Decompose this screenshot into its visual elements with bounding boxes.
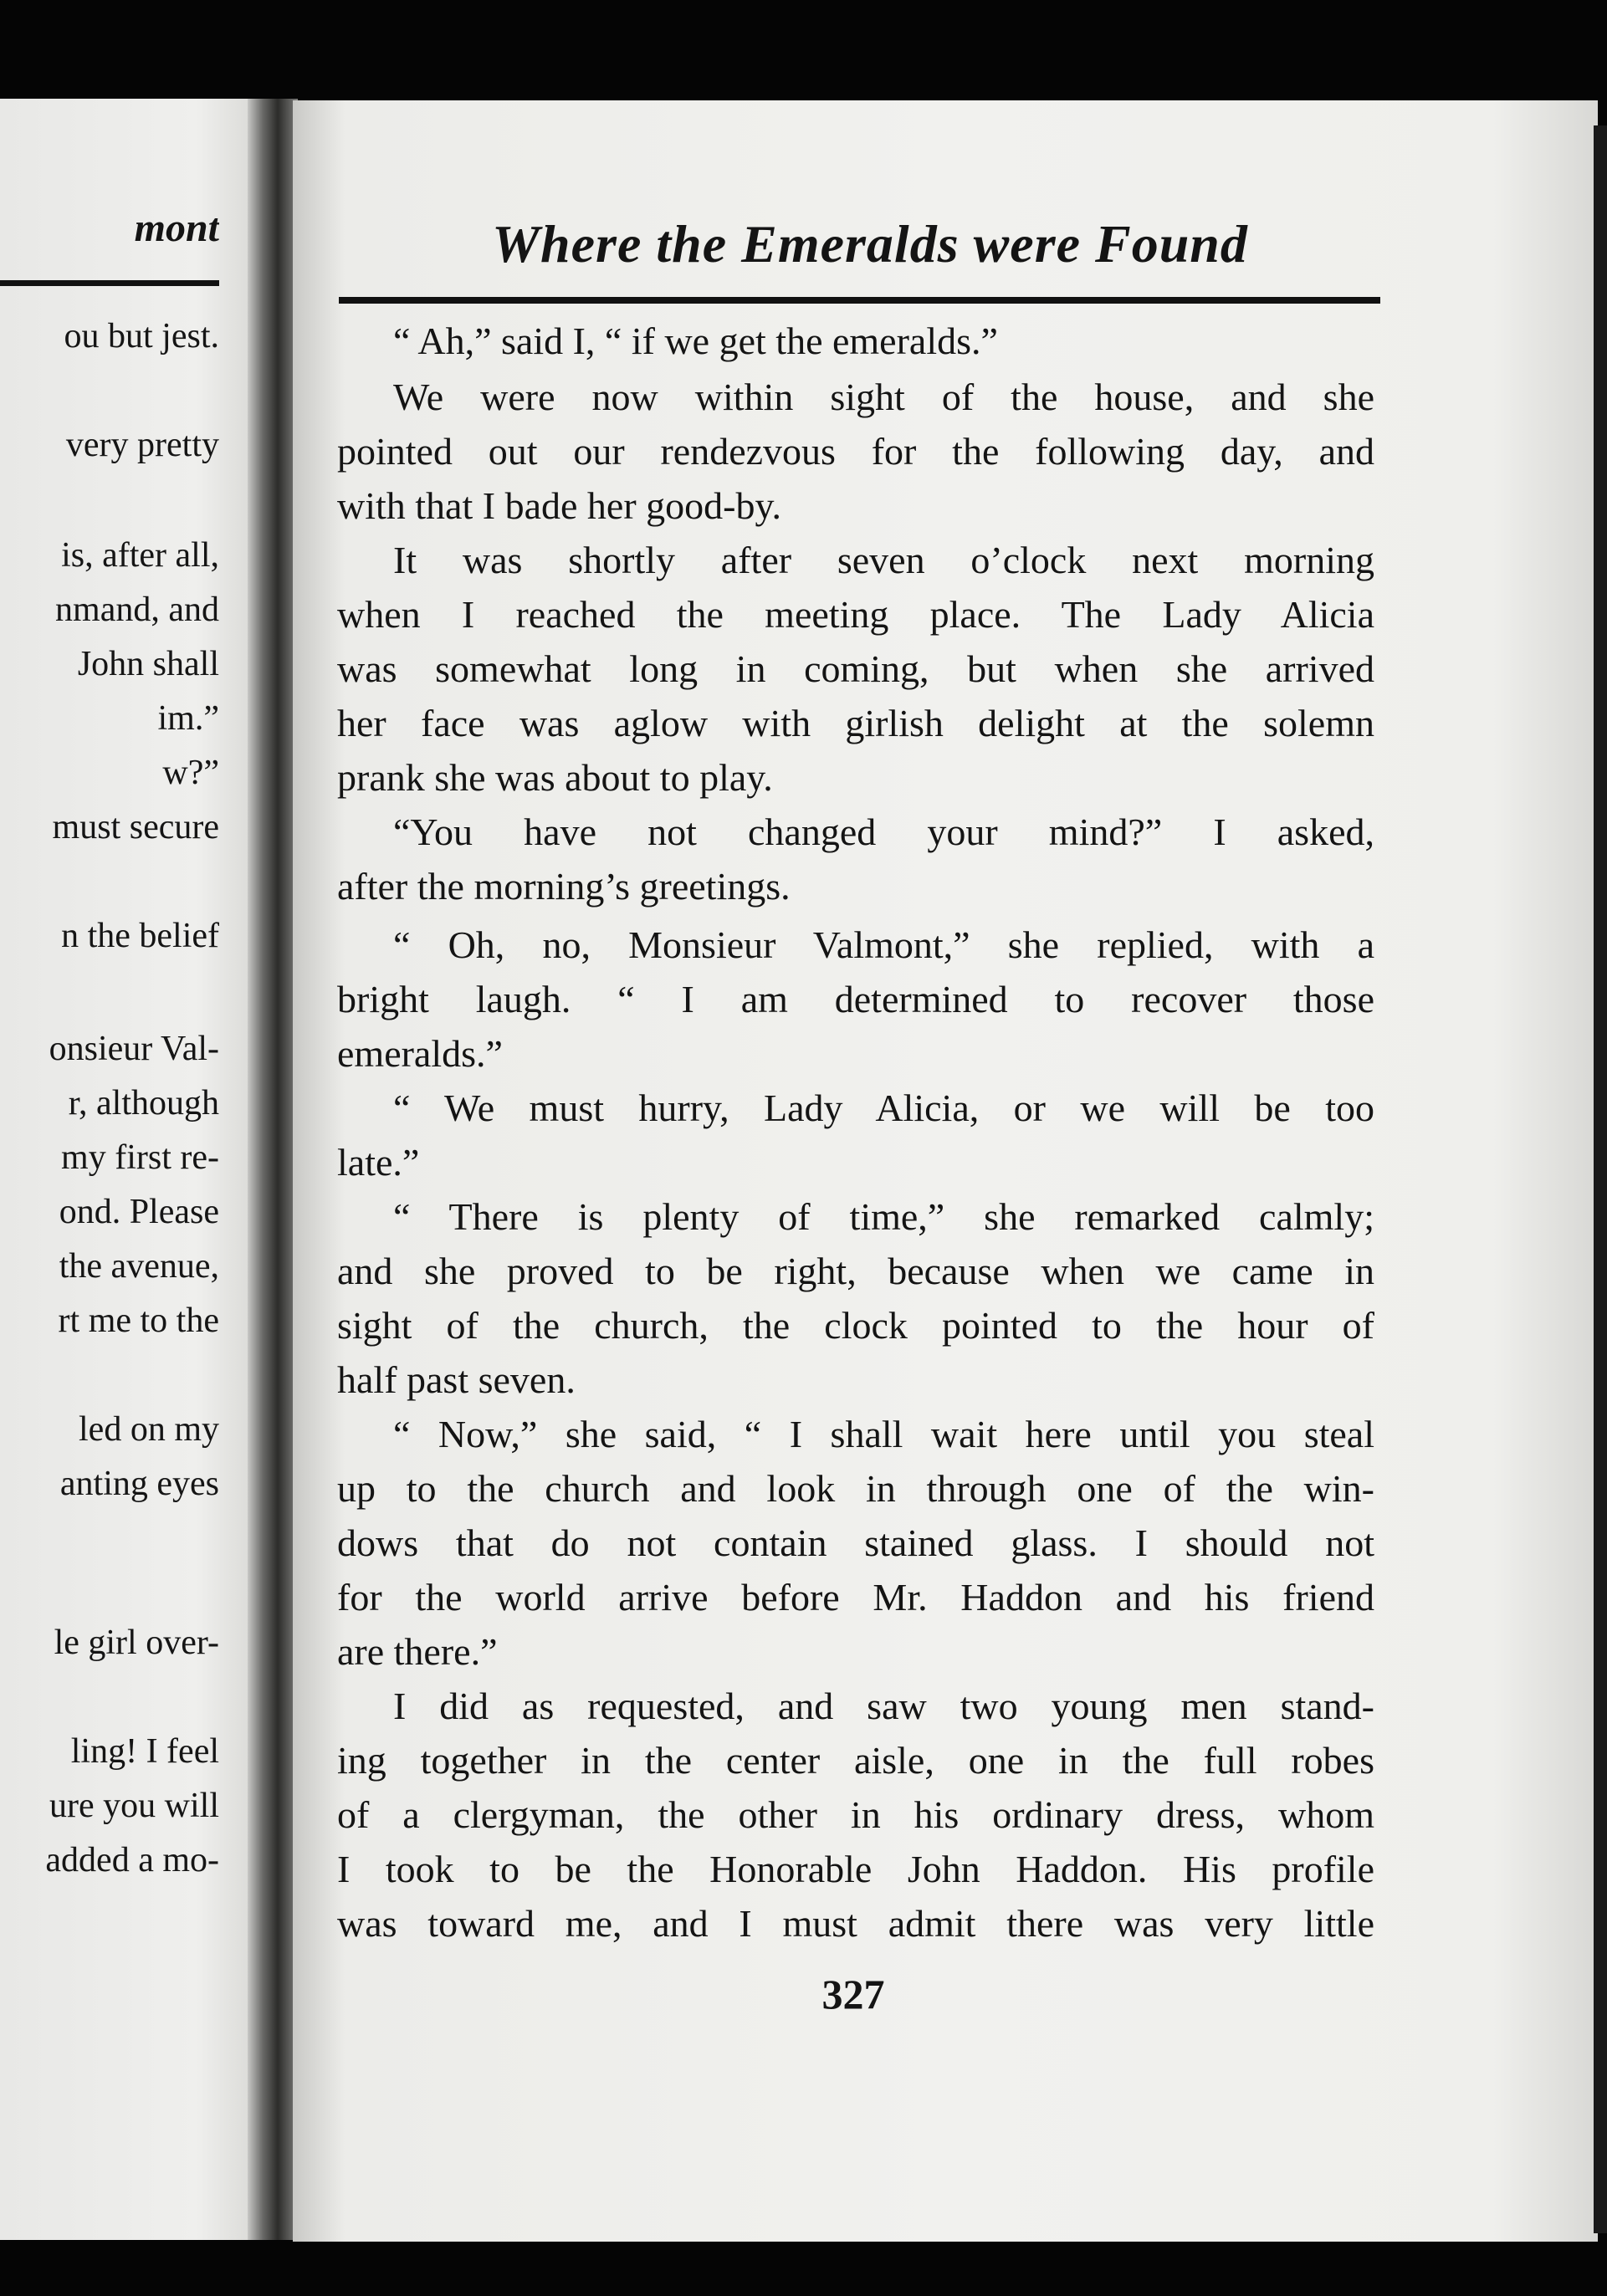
text-line: when I reached the meeting place. The Lady Alicia [337, 593, 1374, 636]
running-head: Where the Emeralds were Found [492, 214, 1248, 274]
text-line: her face was aglow with girlish delight at the solemn [337, 702, 1374, 744]
left-header-rule [0, 280, 219, 286]
text-line: emeralds.” [337, 1032, 503, 1075]
text-line: prank she was about to play. [337, 756, 773, 799]
left-text-line: im.” [157, 699, 219, 738]
left-text-line: r, although [68, 1084, 219, 1122]
left-text-line: n the belief [61, 917, 219, 955]
text-line: was somewhat long in coming, but when she arrived [337, 647, 1374, 690]
text-line: and she proved to be right, because when we came in [337, 1250, 1374, 1292]
left-text-line: very pretty [65, 426, 219, 464]
text-line: “ Oh, no, Monsieur Valmont,” she replied, with a [393, 923, 1374, 966]
text-line: with that I bade her good-by. [337, 484, 781, 527]
left-text-line: nmand, and [55, 591, 219, 629]
left-text-line: ure you will [49, 1787, 219, 1825]
left-text-line: ond. Please [59, 1193, 219, 1231]
right-page-edge [1594, 125, 1607, 2233]
text-line: bright laugh. “ I am determined to recover those [337, 978, 1374, 1020]
text-line: for the world arrive before Mr. Haddon and his friend [337, 1576, 1374, 1618]
text-line: “ Now,” she said, “ I shall wait here until you steal [393, 1413, 1374, 1455]
text-line: after the morning’s greetings. [337, 865, 791, 908]
left-text-line: John shall [77, 645, 219, 683]
left-running-head: mont [134, 206, 219, 250]
header-rule [339, 297, 1380, 304]
text-line: “ Ah,” said I, “ if we get the emeralds.” [393, 320, 998, 362]
left-text-line: w?” [162, 754, 219, 792]
book-gutter [248, 99, 298, 2240]
page-number: 327 [821, 1971, 885, 2017]
text-line: half past seven. [337, 1358, 576, 1401]
text-line: sight of the church, the clock pointed to the hour of [337, 1304, 1374, 1347]
text-line: “ There is plenty of time,” she remarked calmly; [393, 1195, 1374, 1238]
text-line: up to the church and look in through one of the win- [337, 1467, 1374, 1510]
text-line: pointed out our rendezvous for the following day, and [337, 430, 1374, 473]
text-line: ing together in the center aisle, one in the full robes [337, 1739, 1374, 1782]
left-text-line: my first re- [61, 1138, 219, 1177]
left-text-line: anting eyes [59, 1465, 219, 1503]
text-line: of a clergyman, the other in his ordinary dress, whom [337, 1793, 1374, 1836]
text-line: I did as requested, and saw two young men stand- [393, 1685, 1374, 1727]
text-line: “You have not changed your mind?” I asked, [393, 811, 1374, 853]
left-text-line: rt me to the [58, 1301, 219, 1340]
left-text-line: must secure [52, 808, 219, 846]
text-line: It was shortly after seven o’clock next morning [393, 539, 1374, 581]
text-line: We were now within sight of the house, and she [393, 376, 1374, 418]
left-text-line: ou but jest. [64, 317, 219, 355]
text-line: are there.” [337, 1630, 498, 1673]
left-text-line: is, after all, [61, 536, 219, 575]
left-text-line: led on my [79, 1410, 219, 1449]
left-text-line: the avenue, [59, 1247, 219, 1286]
text-line: I took to be the Honorable John Haddon. His profile [337, 1848, 1374, 1890]
left-text-line: le girl over- [54, 1624, 219, 1662]
text-line: dows that do not contain stained glass. I should not [337, 1521, 1374, 1564]
text-line: was toward me, and I must admit there was very little [337, 1902, 1374, 1945]
text-line: “ We must hurry, Lady Alicia, or we will be too [393, 1087, 1374, 1129]
left-text-line: added a mo- [45, 1841, 219, 1879]
left-text-line: ling! I feel [70, 1732, 219, 1771]
left-text-line: onsieur Val- [49, 1030, 219, 1068]
text-line: late.” [337, 1141, 420, 1184]
